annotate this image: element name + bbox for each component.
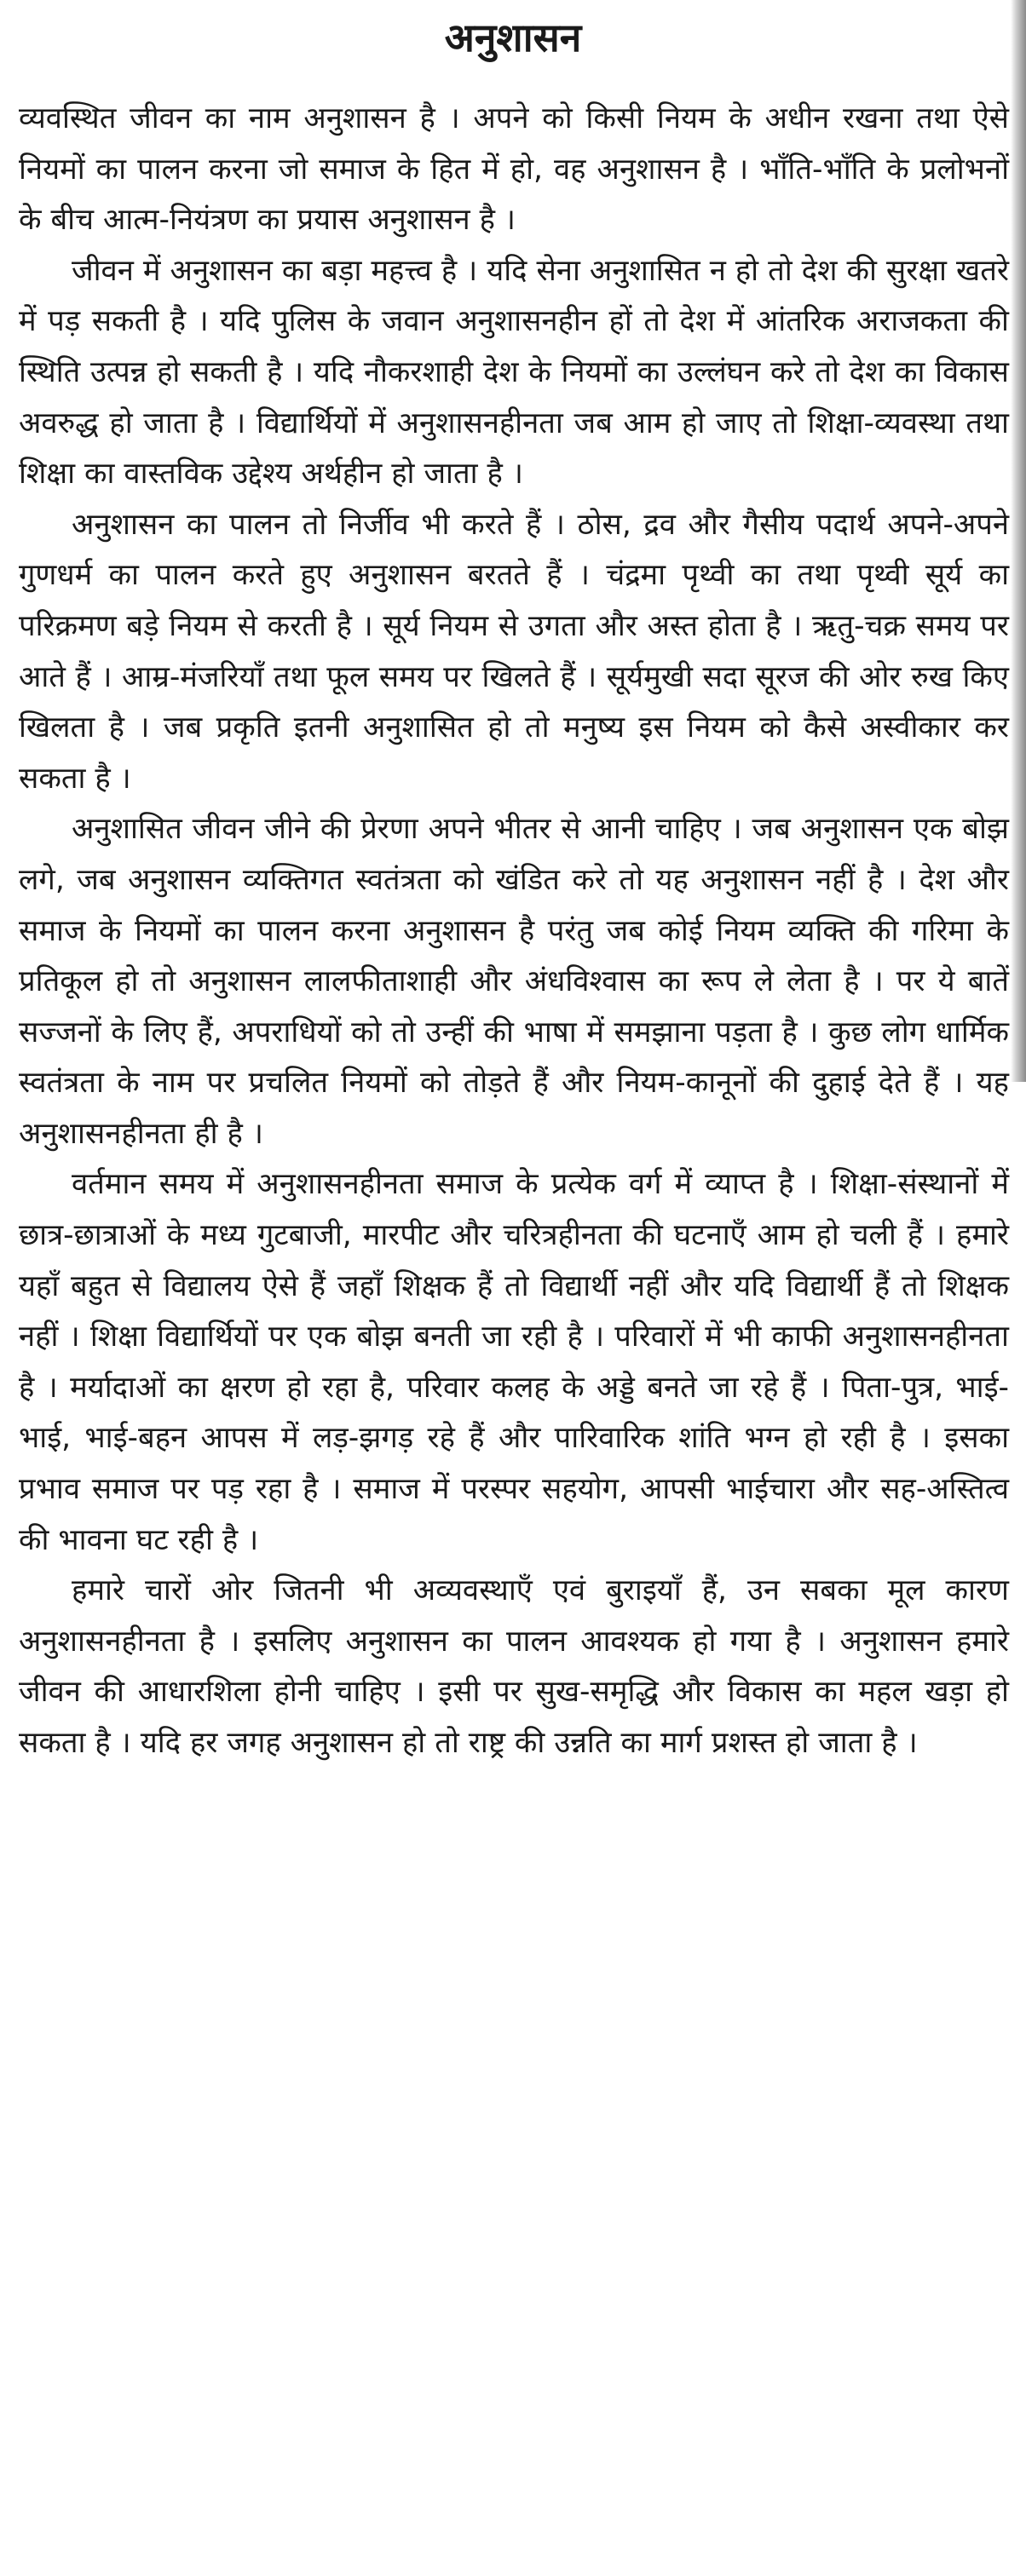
paragraph-4: अनुशासित जीवन जीने की प्रेरणा अपने भीतर से आनी चाहिए । जब अनुशासन एक बोझ लगे, जब अनुशासन व्यक्तिगत स्वतंत्रता को खंडित करे तो यह अनुशासन नहीं है । देश और समाज के नियमों का पालन करना अनुशासन है परंतु जब कोई नियम व्यक्ति की गरिमा के प्रतिकूल हो तो अनुशासन लालफीताशाही और अंधविश्वास का रूप ले लेता है । पर ये बातें सज्जनों के लिए हैं, अपराधियों को तो उन्हीं की भाषा में समझाना पड़ता है । कुछ लोग धार्मिक स्वतंत्रता के नाम पर प्रचलित नियमों को तोड़ते हैं और नियम-कानूनों की दुहाई देते हैं । यह अनुशासनहीनता ही है । (19, 812, 1009, 1151)
paragraph-3: अनुशासन का पालन तो निर्जीव भी करते हैं । ठोस, द्रव और गैसीय पदार्थ अपने-अपने गुणधर्म का पालन करते हुए अनुशासन बरतते हैं । चंद्रमा पृथ्वी का तथा पृथ्वी सूर्य का परिक्रमण बड़े नियम से करती है । सूर्य नियम से उगता और अस्त होता है । ऋतु-चक्र समय पर आते हैं । आम्र-मंजरियाँ तथा फूल समय पर खिलते हैं । सूर्यमुखी सदा सूरज की ओर रुख किए खिलता है । जब प्रकृति इतनी अनुशासित हो तो मनुष्य इस नियम को कैसे अस्वीकार कर सकता है । (19, 507, 1009, 796)
essay-title: अनुशासन (444, 14, 582, 60)
essay-body (19, 94, 1009, 1769)
paragraph-2: जीवन में अनुशासन का बड़ा महत्त्व है । यदि सेना अनुशासित न हो तो देश की सुरक्षा खतरे में पड़ सकती है । यदि पुलिस के जवान अनुशासनहीन हों तो देश में आंतरिक अराजकता की स्थिति उत्पन्न हो सकती है । यदि नौकरशाही देश के नियमों का उल्लंघन करे तो देश का विकास अवरुद्ध हो जाता है । विद्यार्थियों में अनुशासनहीनता जब आम हो जाए तो शिक्षा-व्यवस्था तथा शिक्षा का वास्तविक उद्देश्य अर्थहीन हो जाता है । (19, 253, 1009, 492)
paragraph-6: हमारे चारों ओर जितनी भी अव्यवस्थाएँ एवं बुराइयाँ हैं, उन सबका मूल कारण अनुशासनहीनता है । इसलिए अनुशासन का पालन आवश्यक हो गया है । अनुशासन हमारे जीवन की आधारशिला होनी चाहिए । इसी पर सुख-समृद्धि और विकास का महल खड़ा हो सकता है । यदि हर जगह अनुशासन हो तो राष्ट्र की उन्नति का मार्ग प्रशस्त हो जाता है । (19, 1573, 1009, 1760)
paragraph-1: व्यवस्थित जीवन का नाम अनुशासन है । अपने को किसी नियम के अधीन रखना तथा ऐसे नियमों का पालन करना जो समाज के हित में हो, वह अनुशासन है । भाँति-भाँति के प्रलोभनों के बीच आत्म-नियंत्रण का प्रयास अनुशासन है । (19, 101, 1009, 238)
page-edge-shadow (1011, 0, 1026, 1082)
paragraph-5: वर्तमान समय में अनुशासनहीनता समाज के प्रत्येक वर्ग में व्याप्त है । शिक्षा-संस्थानों में छात्र-छात्राओं के मध्य गुटबाजी, मारपीट और चरित्रहीनता की घटनाएँ आम हो चली हैं । हमारे यहाँ बहुत से विद्यालय ऐसे हैं जहाँ शिक्षक हैं तो विद्यार्थी नहीं और यदि विद्यार्थी हैं तो शिक्षक नहीं । शिक्षा विद्यार्थियों पर एक बोझ बनती जा रही है । परिवारों में भी काफी अनुशासनहीनता है । मर्यादाओं का क्षरण हो रहा है, परिवार कलह के अड्डे बनते जा रहे हैं । पिता-पुत्र, भाई-भाई, भाई-बहन आपस में लड़-झगड़ रहे हैं और पारिवारिक शांति भग्न हो रही है । इसका प्रभाव समाज पर पड़ रहा है । समाज में परस्पर सहयोग, आपसी भाईचारा और सह-अस्तित्व की भावना घट रही है । (19, 1167, 1009, 1557)
